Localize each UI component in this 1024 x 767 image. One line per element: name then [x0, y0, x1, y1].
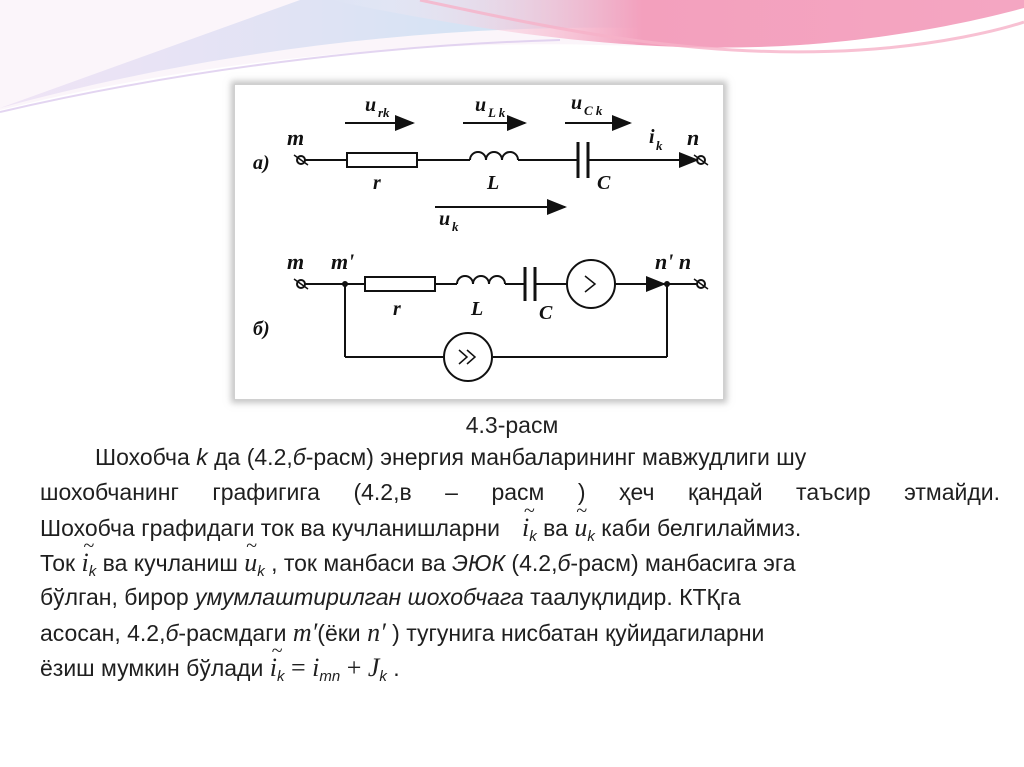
label-a: а) — [253, 152, 270, 174]
line-7-equation: ёзиш мумкин бўлади ~ $i_k = i_{mn} + J_k$ . — [40, 650, 1000, 685]
voltage-source — [567, 260, 615, 308]
label-uCk-sub: C k — [584, 103, 603, 118]
resistor-r-b — [365, 277, 435, 291]
inductor-L-b — [457, 276, 505, 284]
circuit-diagram — [235, 85, 723, 399]
label-ik-i: i — [649, 126, 655, 148]
symbol-u-tilde-2: ~ u — [244, 545, 257, 580]
label-urk-u: u — [365, 94, 377, 116]
label-C-a: C — [597, 172, 611, 194]
symbol-u-tilde: ~ u — [574, 510, 587, 545]
body-paragraph — [40, 440, 1000, 685]
resistor-r-a — [347, 153, 417, 167]
line-1: Шохобча k да (4.2,б-расм) энергия манбаларининг мавжудлиги шу — [95, 444, 807, 470]
node-m-a: m — [287, 125, 305, 150]
label-L-a: L — [487, 172, 500, 194]
label-r-a: r — [373, 172, 381, 194]
symbol-n-prime: n′ — [367, 618, 386, 647]
node-mprime-b: m' — [331, 249, 355, 274]
label-urk-sub: rk — [378, 105, 390, 120]
label-L-b: L — [471, 298, 484, 320]
symbol-i-tilde: ~ i — [522, 510, 529, 545]
label-C-b: C — [539, 302, 553, 324]
figure-caption: 4.3-расм — [465, 412, 559, 438]
label-uk-k: k — [452, 219, 459, 234]
label-uLk-sub: L k — [488, 105, 506, 120]
line-5: бўлган, бирор умумлаштирилган шохобчага таалуқлидир. КТҚга — [40, 584, 741, 610]
line-6: асосан, 4.2,б-расмдаги m′(ёки n′ ) тугунига нисбатан қуйидагиларни — [40, 618, 765, 647]
line-2: шохобчанинг графигига (4.2,в – расм ) ҳеч қандай таъсир этмайди. — [40, 479, 1000, 505]
symbol-i-tilde-2: ~ i — [82, 545, 89, 580]
inductor-L-a — [470, 152, 518, 160]
label-uLk-u: u — [475, 94, 487, 116]
label-uCk-u: u — [571, 92, 583, 114]
label-b: б) — [253, 318, 270, 340]
node-nprime-n-b: n' n — [655, 249, 692, 274]
label-ik-k: k — [656, 138, 663, 153]
label-r-b: r — [393, 298, 401, 320]
node-n-a: n — [687, 125, 700, 150]
label-uk-u: u — [439, 208, 451, 230]
circuit-figure — [234, 84, 724, 400]
node-m-b: m — [287, 249, 305, 274]
line-4: Ток ~ $i_k$ ва кучланиш ~ $u_k$ , ток манбаси ва ЭЮК (4.2,б-расм) манбасига эга — [40, 545, 1000, 580]
line-3: Шохобча графидаги ток ва кучланишларни~ $i_k$ ва ~ $u_k$ каби белгилаймиз. — [40, 510, 1000, 545]
symbol-m-prime: m′ — [292, 618, 318, 647]
